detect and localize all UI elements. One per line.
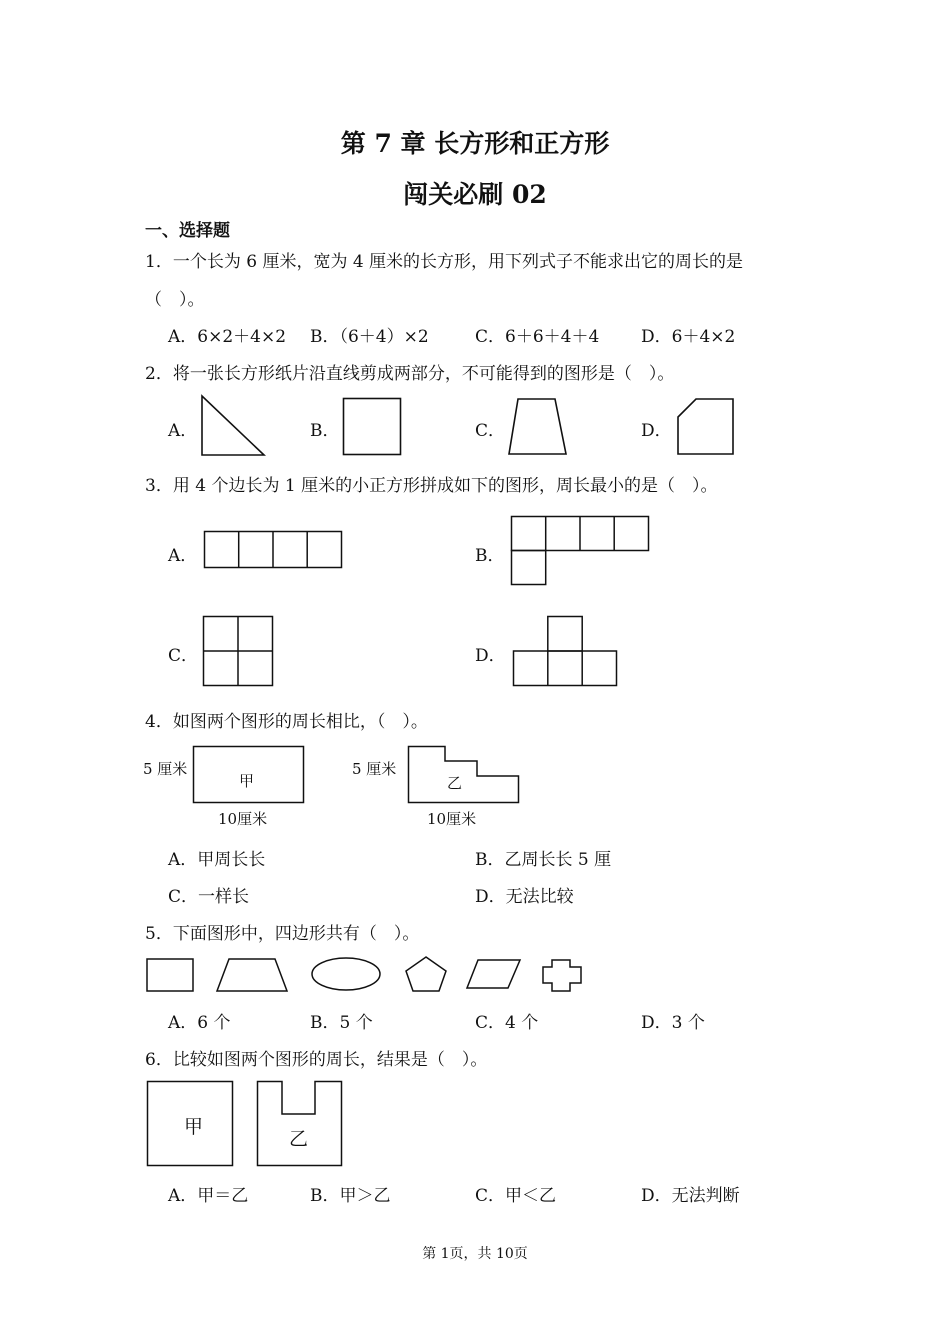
q2-triangle-figure	[200, 394, 268, 458]
q5-option-d[interactable]: D．3 个	[641, 1013, 705, 1033]
q6-option-d[interactable]: D．无法判断	[641, 1186, 740, 1206]
q2-option-c[interactable]: C．	[475, 421, 506, 441]
q4-option-b[interactable]: B．乙周长长 5 厘	[475, 850, 612, 870]
page-subtitle: 闯关必刷 02	[403, 180, 547, 209]
q6-option-a[interactable]: A．甲＝乙	[168, 1186, 249, 1206]
q1-option-a[interactable]: A．6×2＋4×2	[168, 327, 287, 347]
page-footer: 第 1页，共 10页	[422, 1246, 528, 1262]
q5-stem: 5．下面图形中，四边形共有（ ）。	[145, 924, 420, 944]
q1-option-b[interactable]: B．（6＋4）×2	[310, 327, 429, 347]
q3-option-d[interactable]: D．	[475, 646, 506, 666]
q3-option-c[interactable]: C．	[168, 646, 199, 666]
q2-trapezoid-figure	[506, 397, 570, 457]
q3-row-of-four-squares	[203, 530, 345, 570]
q4-step-shape-yi	[407, 745, 521, 805]
q2-option-a[interactable]: A．	[168, 421, 198, 441]
q6-right-name: 乙	[289, 1128, 309, 1150]
q5-option-c[interactable]: C．4 个	[475, 1013, 539, 1033]
q4-right-width-label: 10厘米	[427, 810, 477, 828]
q3-stem: 3．用 4 个边长为 1 厘米的小正方形拼成如下的图形，周长最小的是（ ）。	[145, 476, 718, 496]
q4-left-name: 甲	[239, 772, 255, 790]
q4-left-height-label: 5 厘米	[143, 760, 188, 778]
q4-option-a[interactable]: A．甲周长长	[168, 850, 266, 870]
q5-shapes-row	[145, 956, 595, 996]
page-title: 第 7 章 长方形和正方形	[340, 129, 610, 158]
q6-option-b[interactable]: B．甲＞乙	[310, 1186, 391, 1206]
q4-stem: 4．如图两个图形的周长相比，（ ）。	[145, 712, 428, 732]
q4-option-d[interactable]: D．无法比较	[475, 887, 574, 907]
q3-l-shape-squares	[510, 515, 652, 589]
q5-option-b[interactable]: B．5 个	[310, 1013, 373, 1033]
q2-option-b[interactable]: B．	[310, 421, 340, 441]
q1-stem-line2: （ ）。	[145, 290, 205, 310]
q3-t-shape-squares	[512, 615, 620, 689]
q4-right-name: 乙	[447, 774, 463, 792]
q1-option-d[interactable]: D．6＋4×2	[641, 327, 736, 347]
q2-stem: 2．将一张长方形纸片沿直线剪成两部分，不可能得到的图形是（ ）。	[145, 364, 675, 384]
q2-option-d[interactable]: D．	[641, 421, 672, 441]
q2-cut-corner-figure	[676, 397, 736, 457]
q1-stem-line1: 1．一个长为 6 厘米，宽为 4 厘米的长方形，用下列式子不能求出它的周长的是	[145, 252, 744, 272]
q4-option-c[interactable]: C．一样长	[168, 887, 250, 907]
q6-stem: 6．比较如图两个图形的周长，结果是（ ）。	[145, 1050, 488, 1070]
section-heading: 一、选择题	[145, 221, 230, 241]
q6-option-c[interactable]: C．甲＜乙	[475, 1186, 557, 1206]
q5-option-a[interactable]: A．6 个	[168, 1013, 231, 1033]
q6-left-name: 甲	[184, 1116, 204, 1138]
q4-left-width-label: 10厘米	[218, 810, 268, 828]
q2-square-figure	[342, 397, 404, 457]
q1-option-c[interactable]: C．6＋6＋4＋4	[475, 327, 600, 347]
q3-option-a[interactable]: A．	[168, 546, 198, 566]
q3-two-by-two-square	[202, 615, 276, 689]
q3-option-b[interactable]: B．	[475, 546, 505, 566]
q4-right-height-label: 5 厘米	[352, 760, 397, 778]
